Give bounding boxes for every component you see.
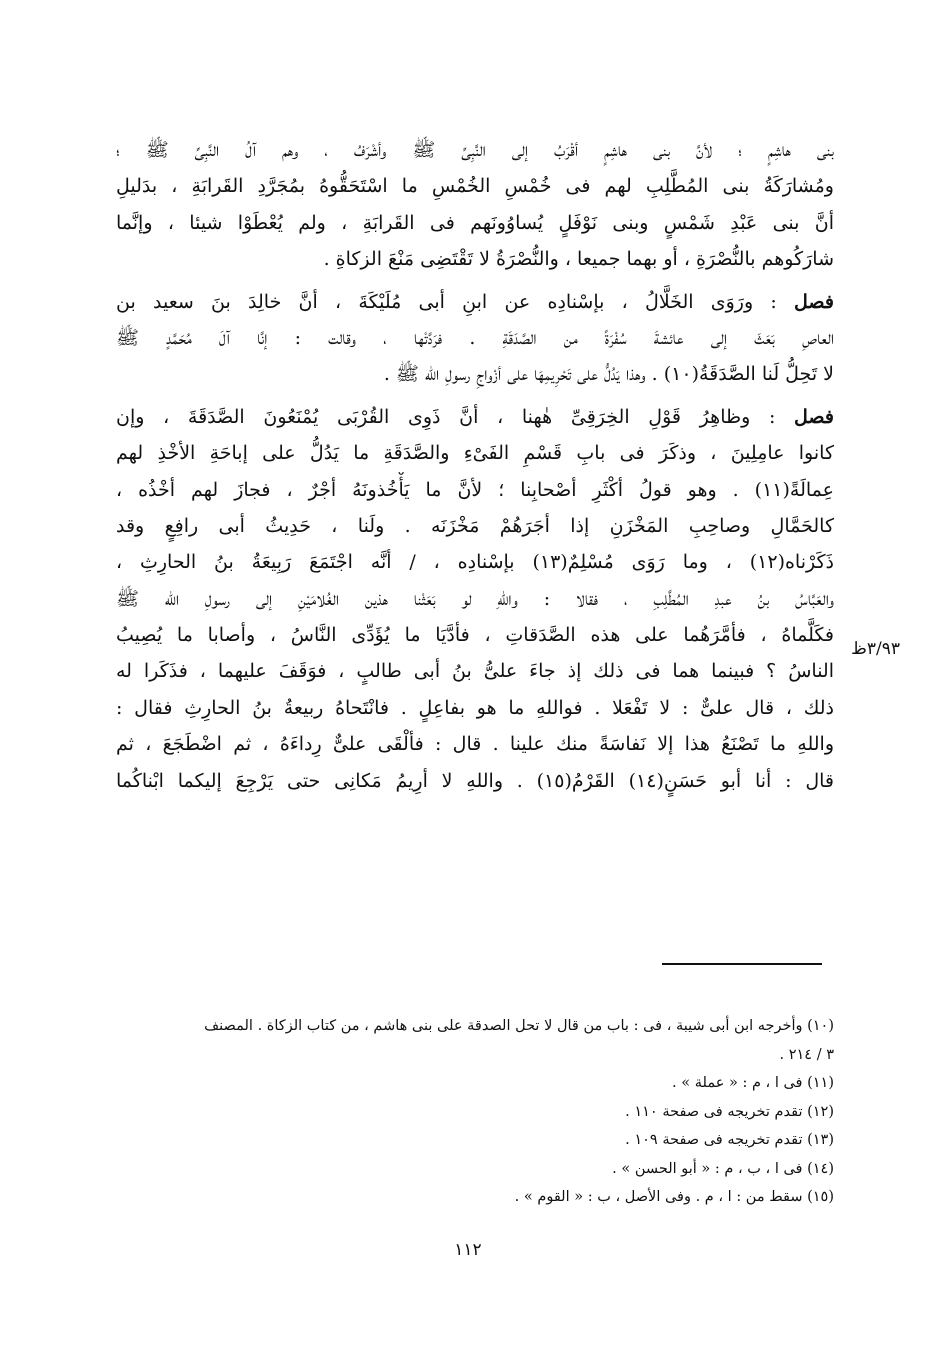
footnote-separator [662, 963, 822, 965]
footnote: (١٣) تقدم تخريجه فى صفحة ١٠٩ . [625, 1132, 834, 1148]
body-line-section-start: فصل : ورَوَى الخَلَّالُ ، بإسْنادِه عن ابنِ أبى مُلَيْكَةَ ، أنَّ خالِدَ بنَ سعيد بن [116, 290, 834, 313]
page-number: ١١٢ [454, 1240, 482, 1260]
body-line: العاصِ بَعَثَ إلى عائشةَ سُفْرَةً من الصَّدَقَةِ . فرَدَّتْها ، وقالت : إنَّا آلَ مُحَمَّدٍ ﷺ [116, 326, 834, 349]
body-line: لا تَحِلُّ لَنا الصَّدَقَةُ(١٠) . وهذا يَدُلُّ على تَحْرِيمِهَا على أزْواجِ رسولِ الله ﷺ . [383, 363, 834, 386]
body-line-section-start: فصل : وظاهِرُ قَوْلِ الخِرَقِىِّ هٰهنا ، أنَّ ذَوِى القُرْبَى يُمْنَعُونَ الصَّدَقَةَ ، وإن [116, 405, 834, 428]
body-line: ومُشارَكَةُ بنى المُطَّلِبِ لهم فى خُمْسِ الخُمْسِ ما اسْتَحَقُّوهُ بمُجَرَّدِ القَرابَةِ ، بدَليلِ [116, 175, 834, 198]
footnote: (١١) فى ا ، م : « عملة » . [672, 1075, 834, 1091]
body-line: شارَكُوهم بالنُّصْرَةِ ، أو بهما جميعا ، والنُّصْرَةُ لا تَقْتَضِى مَنْعَ الزكاةِ . [323, 248, 834, 271]
body-line: فكَلَّماهُ ، فأمَّرَهُما على هذه الصَّدَقاتِ ، فأدَّيَا ما يُؤَدِّى النَّاسُ ، وأصابا ما يُصِيبُ [116, 624, 834, 647]
body-line: واللهِ ما تَصْنَعُ هذا إلا نَفاسَةً منك علينا . قال : فألْقَى علىٌّ رِداءَهُ ، ثم اضْطَجَعَ ، ثم [116, 733, 834, 756]
footnote: (١٠) وأخرجه ابن أبى شيبة ، فى : باب من قال لا تحل الصدقة على بنى هاشم ، من كتاب الزكاة . المصنف [204, 1018, 834, 1034]
footnotes [116, 1012, 834, 1212]
body-line: أنَّ بنى عَبْدِ شَمْسٍ وبنى نَوْفَلٍ يُساوُونَهم فى القَرابَةِ ، ولم يُعْطَوْا شيئا ، وإنَّما [116, 211, 834, 234]
body-line: قال : أنا أبو حَسَنٍ(١٤) القَرْمُ(١٥) . واللهِ لا أرِيمُ مَكانِى حتى يَرْجِعَ إليكما ابْناكُما [116, 769, 834, 792]
footnote: ٣ / ٢١٤ . [779, 1046, 834, 1063]
section-heading-word: فصل [794, 290, 834, 313]
body-line: عِمالَةً(١١) . وهو قولُ أكْثَرِ أصْحابِنا ؛ لأنَّ ما يَأْخُذونَهُ أجْرٌ ، فجازَ لهم أخْذُه ، [116, 478, 834, 501]
body-line: والعَبَّاسُ بنُ عبدِ المُطَّلِبِ ، فقالا : واللهِ لو بَعَثْنا هذين الغُلامَيْنِ إلى رسولِ الله ﷺ [116, 587, 834, 610]
footnote: (١٤) فى ا ، ب ، م : « أبو الحسن » . [612, 1160, 834, 1177]
manuscript-folio-marker: ٣/٩٣ظ [851, 639, 900, 659]
footnote: (١٥) سقط من : ا ، م . وفى الأصل ، ب : « القوم » . [514, 1189, 834, 1205]
body-line: ذَكَرْناه(١٢) ، وما رَوَى مُسْلِمٌ(١٣) بإسْنادِه ، / أنَّه اجْتَمَعَ رَبِيعَةُ بنُ الحارِثِ ، [116, 551, 834, 574]
body-line: بنى هاشِمٍ ؛ لأنَّ بنى هاشِمٍ أقْرَبُ إلى النَّبِىِّ ﷺ وأشْرَفُ ، وهم آلُ النَّبِىِّ ﷺ ؛ [116, 139, 834, 161]
body-line: الناسُ ؟ فبينما هما فى ذلك إذ جاءَ علىُّ بنُ أبى طالبٍ ، فوَقَفَ عليهما ، فذَكَرا له [116, 660, 834, 683]
section-heading-word: فصل [794, 405, 834, 428]
body-line: كالحَمَّالِ وصاحِبِ المَخْزَنِ إذا أجَرَهُمْ مَخْزَنَه . ولَنا ، حَدِيثُ أبى رافِعٍ وقد [116, 514, 834, 537]
body-text [116, 132, 834, 799]
body-line: كانوا عامِلِينَ ، وذكَرَ فى بابِ قَسْمِ الفَىْءِ والصَّدَقَةِ ما يَدُلُّ على إباحَةِ الأخْذِ لهم [116, 442, 834, 465]
footnote: (١٢) تقدم تخريجه فى صفحة ١١٠ . [625, 1103, 834, 1120]
body-line: ذلك ، قال علىٌّ : لا تَفْعَلا . فواللهِ ما هو بفاعِلٍ . فانْتَحاهُ ربيعةُ بنُ الحارِثِ فقال : [116, 696, 834, 719]
